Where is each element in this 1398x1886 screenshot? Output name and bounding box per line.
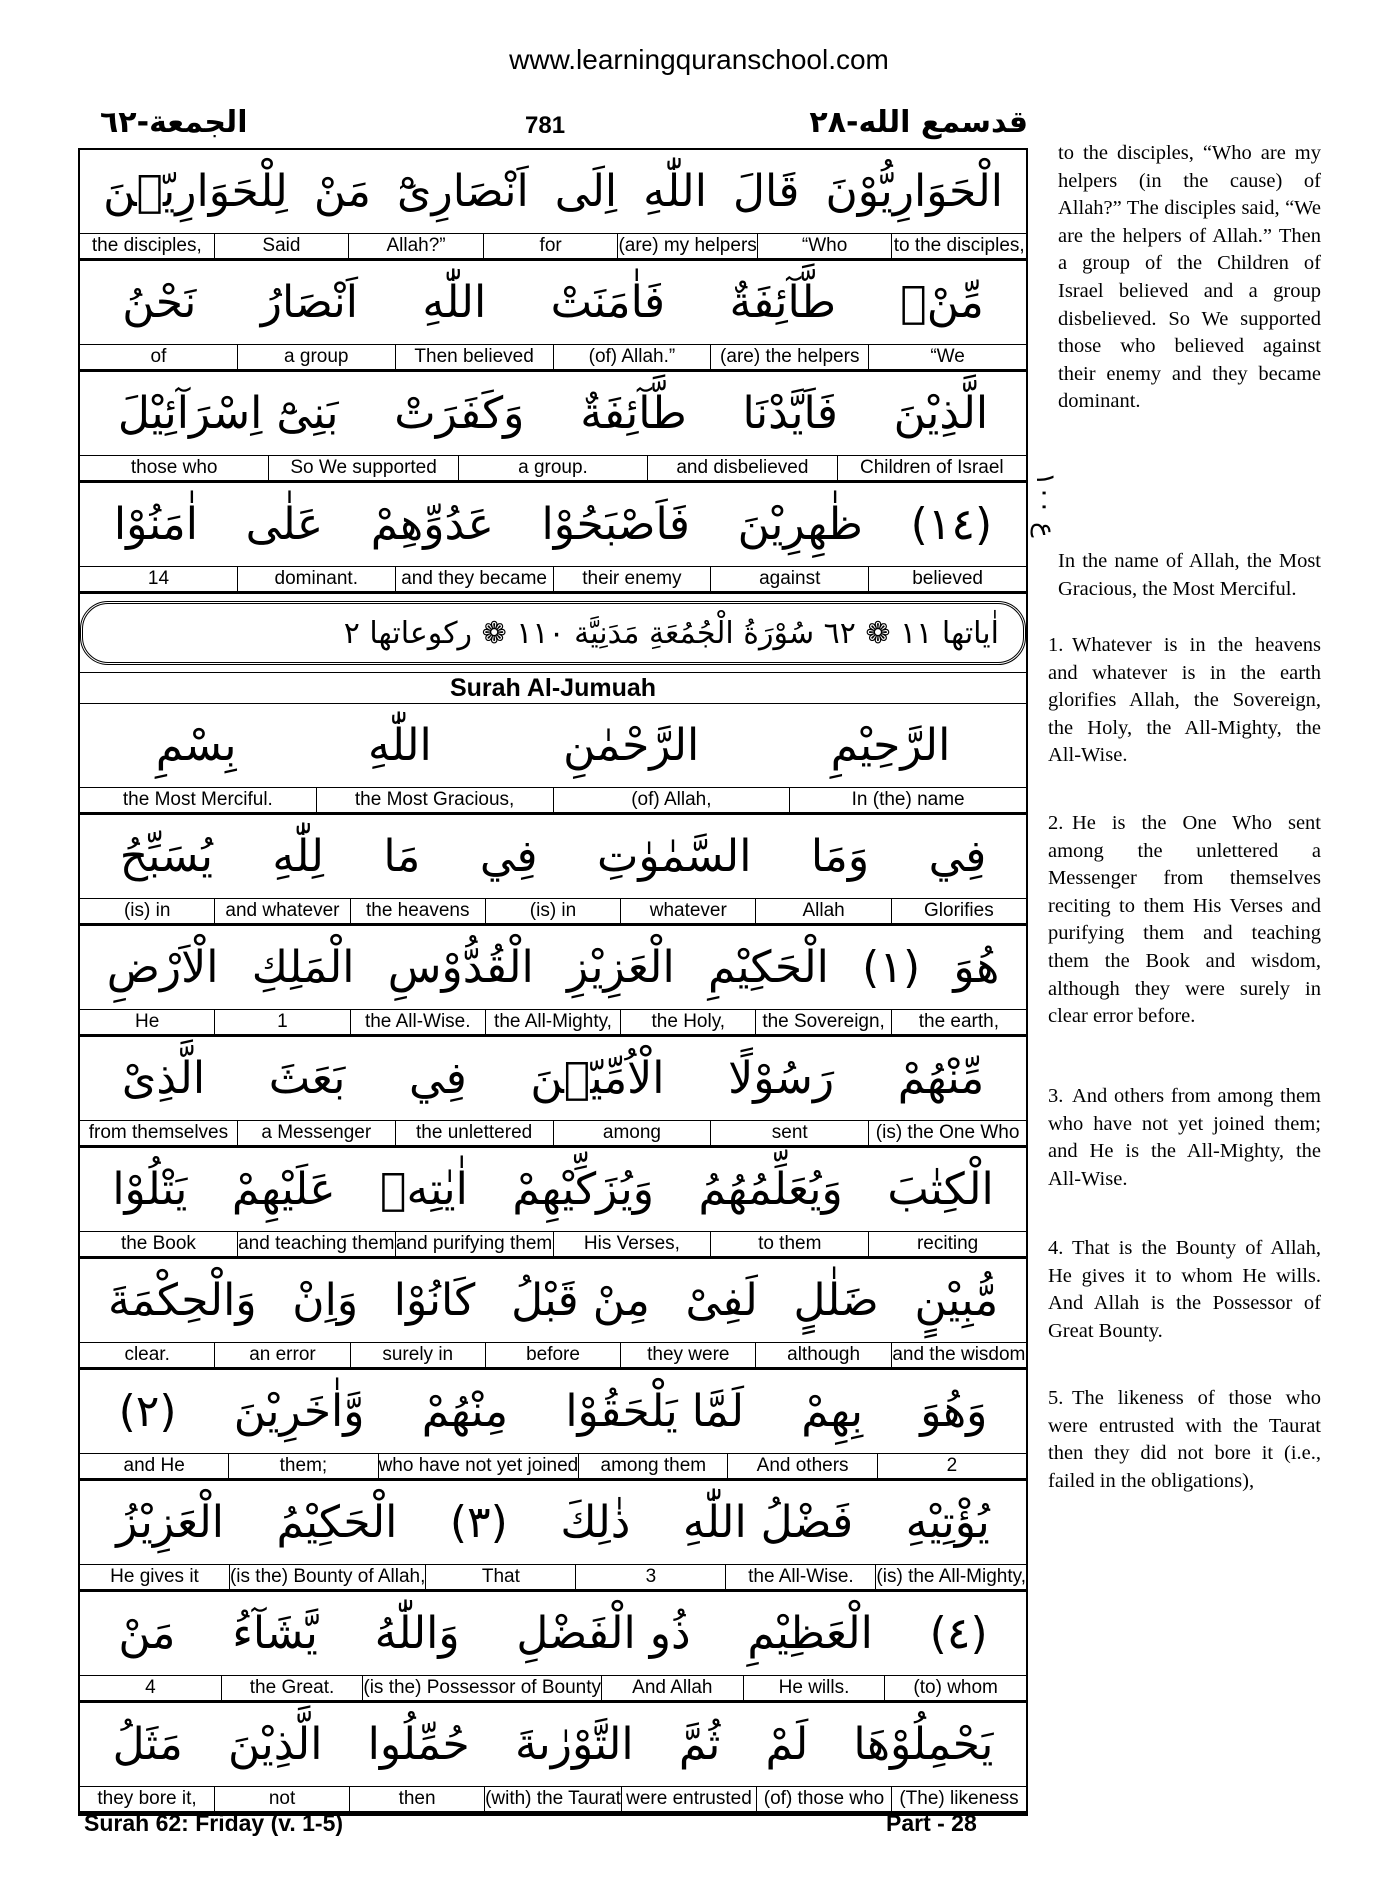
arabic-word: نَحْنُ [122,277,197,328]
arabic-word: وَاللّٰهُ [374,1608,460,1659]
footer-surah: Surah 62: Friday (v. 1-5) [84,1810,344,1836]
arabic-word: طَّآئِفَةٌ [729,277,836,328]
arabic-word: مِنْهُمْ [421,1386,509,1437]
english-word: to the disciples, [891,234,1026,258]
arabic-row [80,261,1026,345]
english-row [80,1454,1026,1481]
arabic-word: وَمَا [810,831,870,882]
english-word: 1 [214,1010,349,1034]
arabic-word: لِلّٰهِ [272,831,324,882]
arabic-row [80,1481,1026,1565]
arabic-word: مِّنْهُمْ [897,1053,985,1104]
arabic-word: فَضْلُ اللّٰهِ [682,1497,854,1548]
arabic-word: قَالَ [732,166,800,217]
arabic-word: الْاُمِّيّٖنَ [530,1053,665,1104]
english-word: 2 [877,1454,1026,1478]
arabic-row [80,483,1026,567]
english-word: against [710,567,868,591]
header-juz-name: قدسمع الله-٢٨ [809,105,1028,140]
arabic-row [80,372,1026,456]
header-surah-name: الجمعة-٦٢ [100,105,248,140]
arabic-word: فِي [479,831,538,882]
translation-text: That is the Bounty of Allah, He gives it to whom He wills. And Allah is the Possessor of Great Bounty. [1048,1237,1321,1342]
arabic-word: طَّآئِفَةٌ [580,388,687,439]
arabic-word: مِّنْۢ [900,277,984,328]
arabic-word: فَاٰمَنَتْ [550,277,666,328]
arabic-word: الْعَظِيْمِ [747,1608,873,1659]
page-number: 781 [525,112,566,139]
arabic-row [80,704,1026,788]
arabic-word: وَيُعَلِّمُهُمُ [698,1164,843,1215]
english-word: (The) likeness [891,1787,1026,1811]
english-word: although [755,1343,890,1367]
arabic-word: يَّشَآءُ [232,1608,318,1659]
english-word: the disciples, [91,235,202,256]
arabic-word: وَالْحِكْمَةَ [107,1275,257,1326]
arabic-word: عَلَيْهِمْ [231,1164,336,1215]
english-word: whatever [620,899,755,923]
english-word: the Holy, [620,1010,755,1034]
english-word: He gives it [110,1566,199,1587]
english-word: were entrusted [621,1787,756,1811]
english-word: an error [214,1343,349,1367]
english-word: dominant. [237,567,395,591]
arabic-word: الَّذِيْنَ [893,388,989,439]
english-word: the All-Wise. [725,1565,875,1589]
arabic-row [80,1592,1026,1676]
english-word: 4 [145,1677,156,1698]
english-word: them; [228,1454,377,1478]
english-word: “Who [757,234,892,258]
english-word: for [483,234,618,258]
arabic-word: الْكِتٰبَ [887,1164,994,1215]
arabic-word: يُؤْتِيْهِ [905,1497,990,1548]
arabic-word: ثُمَّ [678,1719,721,1770]
arabic-word: (٤) [929,1608,988,1659]
english-word: Said [214,234,349,258]
arabic-word: (١٤) [910,499,993,550]
english-word: a group [237,345,395,369]
english-word: a Messenger [237,1121,395,1145]
arabic-word: فِي [928,831,987,882]
english-word: to them [710,1232,868,1256]
english-word: the unlettered [395,1121,553,1145]
english-word: clear. [124,1344,170,1365]
english-word: the Sovereign, [755,1010,890,1034]
english-word: a group. [458,456,647,480]
english-word: from themselves [88,1122,229,1143]
arabic-word: اَنْصَارُ [260,277,359,328]
english-word: the earth, [891,1010,1026,1034]
english-row [80,788,1026,815]
english-word: and whatever [214,899,349,923]
english-word: among them [578,1454,727,1478]
english-word: “We [868,345,1026,369]
english-word: (of) Allah, [553,788,790,812]
english-word: not [214,1787,349,1811]
english-word: (is the) Possessor of Bounty [363,1677,601,1698]
arabic-word: مَا [383,831,421,882]
arabic-word: هُوَ [953,942,1000,993]
english-word: And Allah [601,1676,743,1700]
verse-number: 3. [1048,1085,1064,1107]
english-word: the Most Merciful. [122,789,273,810]
arabic-word: اِلَی [554,166,618,217]
arabic-word: لَمْ [765,1719,809,1770]
surah-banner [80,594,1026,673]
english-word: That [425,1565,575,1589]
arabic-word: الرَّحْمٰنِ [563,720,700,771]
english-row [80,345,1026,372]
english-word: among [553,1121,711,1145]
arabic-word: بَعَثَ [268,1053,346,1104]
english-word: their enemy [553,567,711,591]
arabic-word: كَانُوْا [393,1275,476,1326]
verse-number: 2. [1048,812,1064,834]
translation-paragraph [1058,140,1321,416]
arabic-word: اللّٰهِ [367,720,432,771]
arabic-word: مَنْ [118,1608,176,1659]
english-word: and disbelieved [647,456,836,480]
english-word: He wills. [743,1676,885,1700]
english-word: Allah?” [348,234,483,258]
arabic-word: اٰيٰتِهٖ [380,1164,468,1215]
english-word: the Book [120,1233,196,1254]
translation-paragraph [1048,1235,1321,1345]
arabic-word: الْقُدُّوْسِ [387,942,534,993]
verse-number: 1. [1048,634,1064,656]
arabic-word: عَدُوِّهِمْ [370,499,494,550]
arabic-word: الَّذِيْنَ [227,1719,323,1770]
arabic-word: الْحَكِيْمُ [276,1497,398,1548]
verse-number: 4. [1048,1237,1064,1259]
arabic-word: فَاَيَّدْنَا [742,388,838,439]
translation-paragraph [1048,810,1321,1031]
arabic-word: (١) [862,942,921,993]
arabic-row [80,1259,1026,1343]
english-row [80,1232,1026,1259]
english-word: (is the) Bounty of Allah, [229,1566,426,1587]
english-word: In (the) name [789,788,1026,812]
english-word: (is) in [123,900,171,921]
translation-text: The likeness of those who were entrusted with the Taurat then they did not bore it (i.e., failed in the obligations), [1048,1387,1321,1492]
arabic-word: ذُو الْفَضْلِ [516,1608,691,1659]
english-word: they bore it, [97,1788,197,1809]
english-word: (is) in [485,899,620,923]
english-word: of [150,346,167,367]
english-row [80,456,1026,483]
arabic-word: بِسْمِ [155,720,237,771]
arabic-word: وَاِنْ [292,1275,359,1326]
arabic-word: الْحَوَارِيُّوْنَ [825,166,1003,217]
arabic-word: (٢) [118,1386,177,1437]
english-word: and purifying them [395,1233,553,1254]
english-word: the Great. [221,1676,363,1700]
arabic-word: ضَلٰلٍ [793,1275,879,1326]
arabic-word: بِهِمْ [801,1386,864,1437]
english-word: (is) the All-Mighty, [876,1566,1026,1587]
arabic-word: مِنْ قَبْلُ [511,1275,650,1326]
english-row [80,1121,1026,1148]
arabic-row [80,1370,1026,1454]
english-word: (to) whom [884,1676,1026,1700]
arabic-row [80,815,1026,899]
english-word: Then believed [395,345,553,369]
arabic-word: الْعَزِيْزِ [567,942,675,993]
english-word: and teaching them [238,1233,395,1254]
arabic-word: فِي [409,1053,467,1104]
english-row [80,899,1026,926]
arabic-word: رَسُوْلًا [728,1053,835,1104]
translation-paragraph [1048,632,1321,770]
arabic-word: الرَّحِيْمِ [830,720,951,771]
arabic-word: (٣) [449,1497,508,1548]
arabic-row [80,150,1026,234]
english-word: (with) the Taurat [485,1788,621,1809]
arabic-word: وَهُوَ [920,1386,988,1437]
english-word: and they became [395,567,553,591]
english-word: 3 [575,1565,725,1589]
arabic-word: اَنْصَارِیْٓ [397,166,529,217]
arabic-word: ظٰهِرِيْنَ [737,499,863,550]
english-word: the All-Wise. [350,1010,485,1034]
english-word: 14 [147,568,170,589]
arabic-word: السَّمٰوٰتِ [596,831,752,882]
verse-number: 5. [1048,1387,1064,1409]
translation-text: He is the One Who sent among the unlettered a Messenger from themselves reciting to them His Verses and purifying them and teaching them the Book and wisdom, although they were surely in clear error before. [1048,812,1321,1028]
translation-paragraph [1058,548,1321,603]
english-word: So We supported [268,456,457,480]
english-row [80,1010,1026,1037]
english-word: (of) those who [756,1787,891,1811]
grid-part-1 [80,150,1026,594]
arabic-row [80,1703,1026,1787]
ruku-mark: ع ١٠٠ [1030,472,1060,538]
english-word: they were [620,1343,755,1367]
english-word: His Verses, [553,1232,711,1256]
english-word: and the wisdom [892,1344,1026,1365]
translation-text: Whatever is in the heavens and whatever is in the earth glorifies Allah, the Sovereign, the Holy, the All-Mighty, the All-Wise. [1048,634,1321,767]
arabic-word: الْمَلِكِ [251,942,355,993]
surah-title: Surah Al-Jumuah [80,673,1026,704]
english-word: Children of Israel [837,456,1026,480]
arabic-word: لِلْحَوَارِيّٖنَ [103,166,288,217]
english-row [80,234,1026,261]
english-word: the All-Mighty, [485,1010,620,1034]
arabic-word: الْحَكِيْمِ [707,942,829,993]
arabic-word: مُّبِيْنٍ [914,1275,999,1326]
english-word: the heavens [350,899,485,923]
arabic-word: اللّٰهِ [643,166,707,217]
english-word: (are) the helpers [710,345,868,369]
english-word: (are) my helpers [618,235,757,256]
arabic-word: اللّٰهِ [422,277,487,328]
english-word: reciting [868,1232,1026,1256]
english-word: And others [727,1454,876,1478]
english-word: Glorifies [891,899,1026,923]
english-word: He [135,1011,160,1032]
english-word: surely in [350,1343,485,1367]
arabic-word: الْعَزِيْزُ [116,1497,224,1548]
english-word: the Most Gracious, [316,788,553,812]
translation-text: In the name of Allah, the Most Gracious, the Most Merciful. [1058,550,1321,600]
footer-part: Part - 28 [886,1810,977,1836]
translation-text: to the disciples, “Who are my helpers (in the cause) of Allah?” The disciples said, “We are the helpers of Allah.” Then a group of the Children of Israel believed and a group disbelieved. So We supported those who believed against their enemy and they became dominant. [1058,142,1321,413]
arabic-word: يَحْمِلُوْهَا [853,1719,994,1770]
english-word: before [485,1343,620,1367]
english-word: and He [123,1455,185,1476]
arabic-word: ذٰلِكَ [560,1497,631,1548]
word-by-word-grid [78,148,1028,1816]
translation-paragraph [1048,1385,1321,1495]
arabic-word: مَثَلُ [112,1719,183,1770]
english-row [80,1343,1026,1370]
arabic-word: يُسَبِّحُ [119,831,213,882]
site-url: www.learningquranschool.com [509,44,889,75]
english-word: Allah [755,899,890,923]
english-word: (of) Allah.” [553,345,711,369]
arabic-word: لَفِیْ [685,1275,758,1326]
arabic-word: مَنْ [313,166,371,217]
english-word: those who [130,457,218,478]
english-word: (is) the One Who [868,1121,1026,1145]
arabic-word: وَكَفَرَتْ [394,388,525,439]
surah-banner-frame [80,601,1026,665]
arabic-word: وَيُزَكِّيْهِمْ [512,1164,654,1215]
surah-banner-text: اٰیاتها ١١ ❁ ٦٢ سُوْرَةُ الْجُمُعَةِ مَدَنِيَّة ١١٠ ❁ رکوعاتها ٢ [343,615,999,651]
english-row [80,1565,1026,1592]
translation-paragraph [1048,1083,1321,1193]
arabic-word: حُمِّلُوا [367,1719,470,1770]
arabic-word: فَاَصْبَحُوْا [541,499,690,550]
arabic-row [80,1148,1026,1232]
english-row [80,567,1026,594]
arabic-word: بَنِیْٓ اِسْرَآئِيْلَ [117,388,339,439]
arabic-word: يَتْلُوْا [112,1164,188,1215]
translation-text: And others from among them who have not yet joined them; and He is the All-Mighty, the All-Wise. [1048,1085,1321,1190]
english-row [80,1676,1026,1703]
arabic-word: لَمَّا يَلْحَقُوْا [565,1386,744,1437]
english-word: then [349,1787,484,1811]
arabic-word: عَلٰی [245,499,324,550]
english-word: who have not yet joined [378,1455,579,1476]
arabic-row [80,926,1026,1010]
arabic-word: اٰمَنُوْا [113,499,198,550]
arabic-word: الْاَرْضِ [106,942,219,993]
english-word: sent [710,1121,868,1145]
arabic-word: وَّاٰخَرِيْنَ [233,1386,365,1437]
arabic-row [80,1037,1026,1121]
arabic-word: التَّوْرٰىةَ [514,1719,634,1770]
arabic-word: الَّذِیْ [121,1053,206,1104]
english-word: believed [868,567,1026,591]
grid-part-2 [80,704,1026,1814]
